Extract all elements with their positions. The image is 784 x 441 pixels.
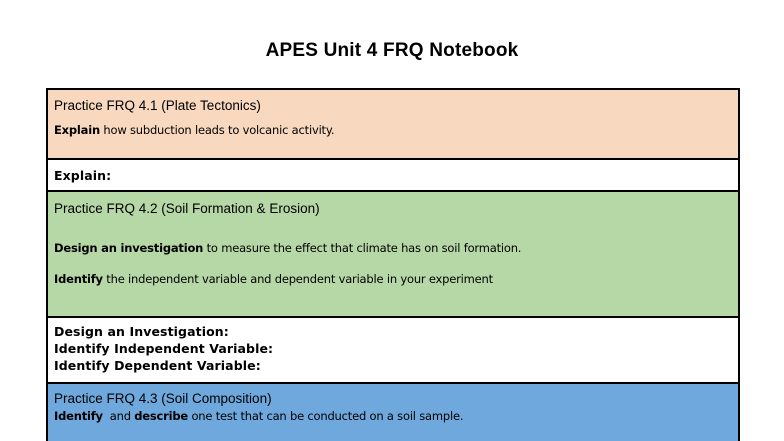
frq-4-3-title: Practice FRQ 4.3 (Soil Composition): [54, 391, 272, 406]
frq-4-2-prompt-1-verb: Design an investigation: [54, 241, 204, 255]
frq-4-2-prompt-2-verb: Identify: [54, 272, 103, 286]
frq-4-3-row: [48, 384, 738, 441]
design-response-row[interactable]: [48, 318, 738, 384]
frq-4-3-prompt-1-conj: and: [102, 409, 135, 423]
design-investigation-label: Design an Investigation:: [54, 324, 229, 339]
frq-4-3-prompt-1-text: one test that can be conducted on a soil sample.: [188, 409, 464, 423]
frq-4-1-title: Practice FRQ 4.1 (Plate Tectonics): [54, 98, 261, 113]
frq-4-1-prompt: [54, 123, 334, 137]
document-title: APES Unit 4 FRQ Notebook: [265, 40, 519, 61]
frq-4-1-prompt-text: how subduction leads to volcanic activity.: [99, 123, 335, 137]
frq-4-2-prompt-2-text: the independent variable and dependent variable in your experiment: [102, 272, 493, 286]
frq-4-2-prompt-2: [54, 272, 493, 286]
frq-4-2-title: Practice FRQ 4.2 (Soil Formation & Erosion): [54, 201, 320, 216]
frq-4-2-prompt-1: [54, 241, 521, 255]
frq-4-3-prompt-1-verb-2: describe: [134, 409, 188, 423]
explain-label: Explain:: [54, 168, 112, 183]
explain-response-row[interactable]: [48, 160, 738, 192]
independent-variable-label: Identify Independent Variable:: [54, 341, 274, 356]
frq-4-2-prompt-1-text: to measure the effect that climate has on soil formation.: [203, 241, 522, 255]
frq-4-2-row: [48, 192, 738, 318]
frq-4-3-prompt-1-verb-1: Identify: [54, 409, 103, 423]
frq-4-1-row: [48, 90, 738, 160]
frq-table: [46, 88, 740, 441]
dependent-variable-label: Identify Dependent Variable:: [54, 358, 261, 373]
frq-4-1-prompt-verb: Explain: [54, 123, 100, 137]
frq-4-3-prompt-1: [54, 409, 463, 423]
